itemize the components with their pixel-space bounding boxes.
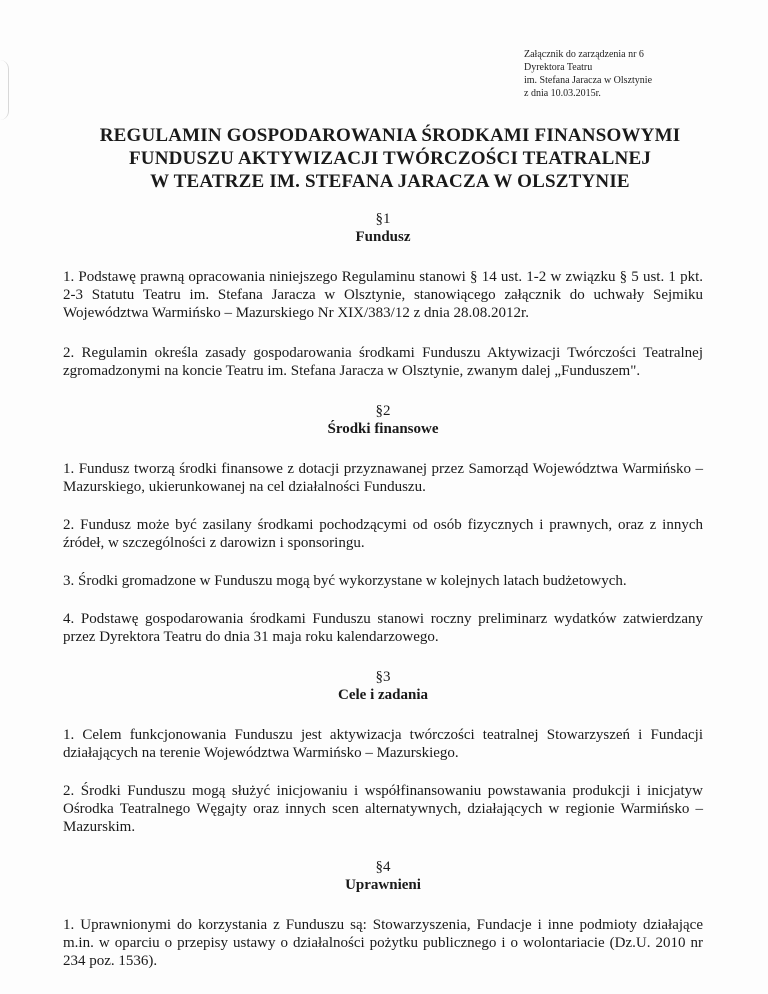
title-line: W TEATRZE IM. STEFANA JARACZA W OLSZTYNIE [150,171,630,192]
section-heading: Środki finansowe [327,421,439,437]
paragraph: 2. Regulamin określa zasady gospodarowania środkami Funduszu Aktywizacji Twórczości Teatralnej zgromadzonymi na koncie Teatru im. Stefana Jaracza w Olsztynie, zwanym dalej „Funduszem". [63,345,703,379]
section-heading: Fundusz [355,229,411,245]
document-body [63,210,703,970]
section-1-header [63,210,703,246]
paragraph: 1. Fundusz tworzą środki finansowe z dotacji przyznawanej przez Samorząd Województwa Warmińsko – Mazurskiego, ukierunkowanej na cel działalności Funduszu. [63,461,703,495]
section-heading: Cele i zadania [338,687,428,703]
title-line: REGULAMIN GOSPODAROWANIA ŚRODKAMI FINANSOWYMI [99,125,681,146]
section-2-header [63,402,703,438]
paragraph: 2. Środki Funduszu mogą służyć inicjowaniu i współfinansowaniu powstawania produkcji i inicjatyw Ośrodka Teatralnego Węgajty oraz innych scen alternatywnych, działających w regionie Warmińsko – Mazurskim. [63,783,703,835]
annex-line: z dnia 10.03.2015r. [524,88,601,99]
annex-line: Dyrektora Teatru [524,62,593,73]
paragraph: 2. Fundusz może być zasilany środkami pochodzącymi od osób fizycznych i prawnych, oraz z innych źródeł, w szczególności z darowizn i sponsoringu. [63,517,703,551]
title-line: FUNDUSZU AKTYWIZACJI TWÓRCZOŚCI TEATRALNEJ [128,148,652,169]
annex-line: Załącznik do zarządzenia nr 6 [524,49,644,60]
paragraph: 3. Środki gromadzone w Funduszu mogą być wykorzystane w kolejnych latach budżetowych. [63,573,627,589]
section-number: §1 [375,211,391,227]
paragraph: 1. Celem funkcjonowania Funduszu jest aktywizacja twórczości teatralnej Stowarzyszeń i Fundacji działających na terenie Województwa Warmińsko – Mazurskiego. [63,727,703,761]
annex-line: im. Stefana Jaracza w Olsztynie [524,75,653,86]
document-title [80,124,700,193]
annex-note [524,48,744,100]
scan-edge-mark [0,60,9,120]
section-number: §4 [375,859,391,875]
paragraph: 4. Podstawę gospodarowania środkami Funduszu stanowi roczny preliminarz wydatków zatwierdzany przez Dyrektora Teatru do dnia 31 maja roku kalendarzowego. [63,611,703,645]
section-heading: Uprawnieni [345,877,421,893]
paragraph: 1. Podstawę prawną opracowania niniejszego Regulaminu stanowi § 14 ust. 1-2 w związku § 5 ust. 1 pkt. 2-3 Statutu Teatru im. Stefana Jaracza w Olsztynie, stanowiącego załącznik do uchwały Sejmiku Województwa Warmińsko – Mazurskiego Nr XIX/383/12 z dnia 28.08.2012r. [63,269,703,321]
section-4-header [63,858,703,894]
section-number: §2 [375,403,391,419]
paragraph: 1. Uprawnionymi do korzystania z Funduszu są: Stowarzyszenia, Fundacje i inne podmioty działające m.in. w oparciu o przepisy ustawy o działalności pożytku publicznego i o wolontariacie (Dz.U. 2010 nr 234 poz. 1536). [63,917,703,969]
section-number: §3 [375,669,391,685]
section-3-header [63,668,703,704]
